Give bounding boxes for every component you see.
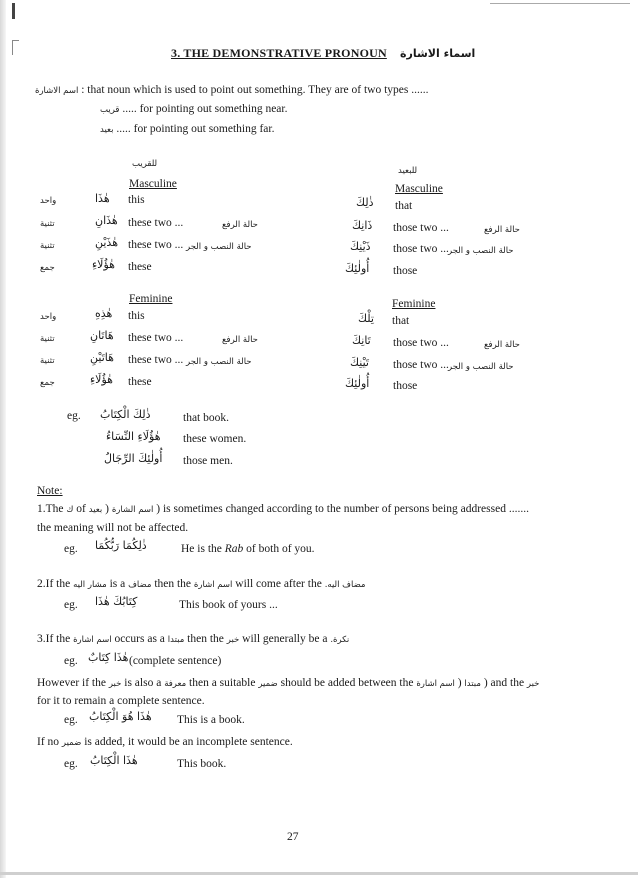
demonstrative-word: أُولٰئِكَ <box>345 377 370 390</box>
text: then the <box>154 578 192 590</box>
page-title: 3. THE DEMONSTRATIVE PRONOUN <box>171 46 387 60</box>
translation: these two ... <box>128 354 184 366</box>
example-arabic: هٰذَا الْكِتَابُ <box>90 754 138 767</box>
text: However if the <box>37 677 106 689</box>
arabic-term: خبر <box>108 679 122 689</box>
text: He is the <box>181 543 225 555</box>
definition-text: : that noun which is used to point out something. They are of two types ...... <box>81 84 429 96</box>
arabic-term: معرفة <box>164 679 187 689</box>
translation: these two ... <box>128 217 184 229</box>
scan-line <box>0 872 638 875</box>
translation: this <box>128 194 145 206</box>
arabic-term: مضاف <box>128 580 152 590</box>
translation: that <box>395 200 413 212</box>
example-translation: This book of yours ... <box>179 599 278 611</box>
example-arabic: هٰذَا كِتَابٌ <box>88 651 129 664</box>
note-1 <box>37 503 529 515</box>
note-if-no <box>37 736 293 748</box>
example-arabic: أُولٰئِكَ الرِّجَالُ <box>104 452 163 465</box>
translation: these two ... <box>128 332 184 344</box>
number-label: تثنية <box>40 356 55 366</box>
arabic-term: مشار اليه <box>73 580 107 590</box>
demonstrative-word: هٰذَيْنِ <box>95 236 119 249</box>
example-arabic: هٰؤُلَاءِ النِّسَاءُ <box>106 430 161 443</box>
text: should be added between the <box>280 677 414 689</box>
note-label: Note: <box>37 485 63 497</box>
arabic-term: مضاف اليه. <box>324 580 366 590</box>
note-3 <box>37 633 349 645</box>
arabic-term: مبتدا <box>167 635 185 645</box>
arabic-term: مبتدا <box>464 679 481 689</box>
demonstrative-word: هٰؤُلَاءِ <box>92 258 115 271</box>
case-label: حالة النصب و الجر <box>186 242 252 252</box>
example-arabic: ذٰلِكُمَا رَبُّكُمَا <box>95 539 147 552</box>
scan-edge <box>0 0 6 878</box>
text: ( <box>102 503 109 515</box>
example-translation: those men. <box>183 455 233 467</box>
arabic-term: نكرة. <box>330 635 350 645</box>
text: of <box>76 503 86 515</box>
number-label: واحد <box>40 312 57 322</box>
example-translation: This is a book. <box>177 714 245 726</box>
text: will generally be a <box>242 633 328 645</box>
translation: those <box>393 380 418 392</box>
case-label: حالة الرفع <box>222 335 258 345</box>
text: If no <box>37 736 60 748</box>
text: is also a <box>124 677 162 689</box>
demonstrative-word: ذَانِكَ <box>352 219 373 232</box>
near-masculine-label: Masculine <box>129 178 177 190</box>
text: is added, it would be an incomplete sentence. <box>84 736 293 748</box>
text: ) is sometimes changed according to the number of persons being addressed ....... <box>153 503 529 515</box>
demonstrative-word: تَانِكَ <box>352 334 371 347</box>
page-number: 27 <box>287 831 299 843</box>
scan-mark <box>12 40 19 55</box>
example-translation: (complete sentence) <box>129 655 222 667</box>
example-label: eg. <box>64 599 78 611</box>
example-arabic: هٰذَا هُوَ الْكِتَابُ <box>89 710 152 723</box>
demonstrative-word: ذَيْنِكَ <box>350 240 371 253</box>
case-label: حالة النصب و الجر <box>186 357 252 367</box>
demonstrative-word: تَيْنِكَ <box>350 356 369 369</box>
arabic-term: اسم الشارة <box>111 505 154 515</box>
translation: these two ... <box>128 239 184 251</box>
translation: these <box>128 376 152 388</box>
term-arabic: اسم الاشارة <box>35 86 79 96</box>
text: then a suitable <box>189 677 256 689</box>
note-however-line-2: for it to remain a complete sentence. <box>37 695 205 707</box>
translation: those two ... <box>393 222 449 234</box>
text: 3.If the <box>37 633 71 645</box>
text: 1.The <box>37 503 64 515</box>
number-label: واحد <box>40 196 57 206</box>
example-translation: that book. <box>183 412 229 424</box>
text: then the <box>187 633 224 645</box>
translation: these <box>128 261 152 273</box>
translation: those <box>393 265 418 277</box>
case-label: حالة الرفع <box>222 220 258 230</box>
translation: this <box>128 310 145 322</box>
case-label: حالة النصب و الجر <box>448 246 514 256</box>
arabic-term: اسم اشارة <box>73 635 112 645</box>
number-label: تثنية <box>40 219 55 229</box>
example-label: eg. <box>64 714 78 726</box>
translation: those two ... <box>393 337 449 349</box>
near-arabic: قريب <box>100 105 120 115</box>
translation: those two ... <box>393 359 449 371</box>
text: occurs as a <box>114 633 165 645</box>
number-label: تثنية <box>40 241 55 251</box>
demonstrative-word: هٰذَانِ <box>95 214 118 227</box>
text: 2.If the <box>37 578 71 590</box>
example-translation <box>181 543 315 555</box>
example-translation: these women. <box>183 433 247 445</box>
number-label: تثنية <box>40 334 55 344</box>
far-definition <box>100 123 274 135</box>
demonstrative-word: هٰذَا <box>95 192 110 205</box>
page-title-arabic: اسماء الاشارة <box>400 47 476 60</box>
arabic-term: ك <box>66 505 74 515</box>
arabic-term: اسم اشارة <box>416 679 455 689</box>
demonstrative-word: هٰؤُلَاءِ <box>90 373 113 386</box>
far-feminine-label: Feminine <box>392 298 436 310</box>
far-heading-arabic: للبعيد <box>398 166 418 176</box>
text: is a <box>109 578 126 590</box>
example-label: eg. <box>67 410 81 422</box>
definition-line <box>35 84 429 96</box>
emphasis: Rab <box>224 543 244 555</box>
text: will come after the <box>235 578 322 590</box>
far-text: ..... for pointing out something far. <box>116 123 275 135</box>
example-arabic: كِتَابُكَ هٰذَا <box>95 595 138 608</box>
demonstrative-word: أُولٰئِكَ <box>345 262 370 275</box>
example-translation: This book. <box>177 758 227 770</box>
arabic-term: ضمير <box>258 679 278 689</box>
demonstrative-word: تِلْكَ <box>358 312 374 325</box>
near-definition <box>100 103 287 115</box>
note-however <box>37 677 539 689</box>
note-1-line-2: the meaning will not be affected. <box>37 522 189 534</box>
near-text: ..... for pointing out something near. <box>122 103 288 115</box>
example-label: eg. <box>64 758 78 770</box>
case-label: حالة النصب و الجر <box>448 362 514 372</box>
demonstrative-word: ذٰلِكَ <box>356 196 374 209</box>
demonstrative-word: هٰذِهِ <box>95 307 113 320</box>
scan-line <box>490 3 630 4</box>
translation: that <box>392 315 410 327</box>
case-label: حالة الرفع <box>484 340 520 350</box>
arabic-term: اسم اشارة <box>193 580 233 590</box>
arabic-term: خبر <box>526 679 540 689</box>
example-label: eg. <box>64 655 78 667</box>
near-heading-arabic: للقريب <box>132 159 158 169</box>
number-label: جمع <box>40 263 55 273</box>
note-2 <box>37 578 366 590</box>
text: ( <box>457 677 462 689</box>
text: of both of you. <box>243 543 315 555</box>
arabic-term: خبر <box>226 635 240 645</box>
text: ) and the <box>483 677 525 689</box>
far-masculine-label: Masculine <box>395 183 443 195</box>
arabic-term: ضمير <box>61 738 82 748</box>
demonstrative-word: هَاتَيْنِ <box>90 351 114 364</box>
demonstrative-word: هَاتَانِ <box>90 329 114 342</box>
scan-mark <box>12 3 15 19</box>
case-label: حالة الرفع <box>484 225 520 235</box>
translation: those two ... <box>393 243 449 255</box>
far-arabic: بعيد <box>100 125 114 135</box>
example-arabic: ذٰلِكَ الْكِتَابُ <box>100 408 151 421</box>
example-label: eg. <box>64 543 78 555</box>
near-feminine-label: Feminine <box>129 293 173 305</box>
number-label: جمع <box>40 378 55 388</box>
arabic-term: بعيد <box>88 505 103 515</box>
